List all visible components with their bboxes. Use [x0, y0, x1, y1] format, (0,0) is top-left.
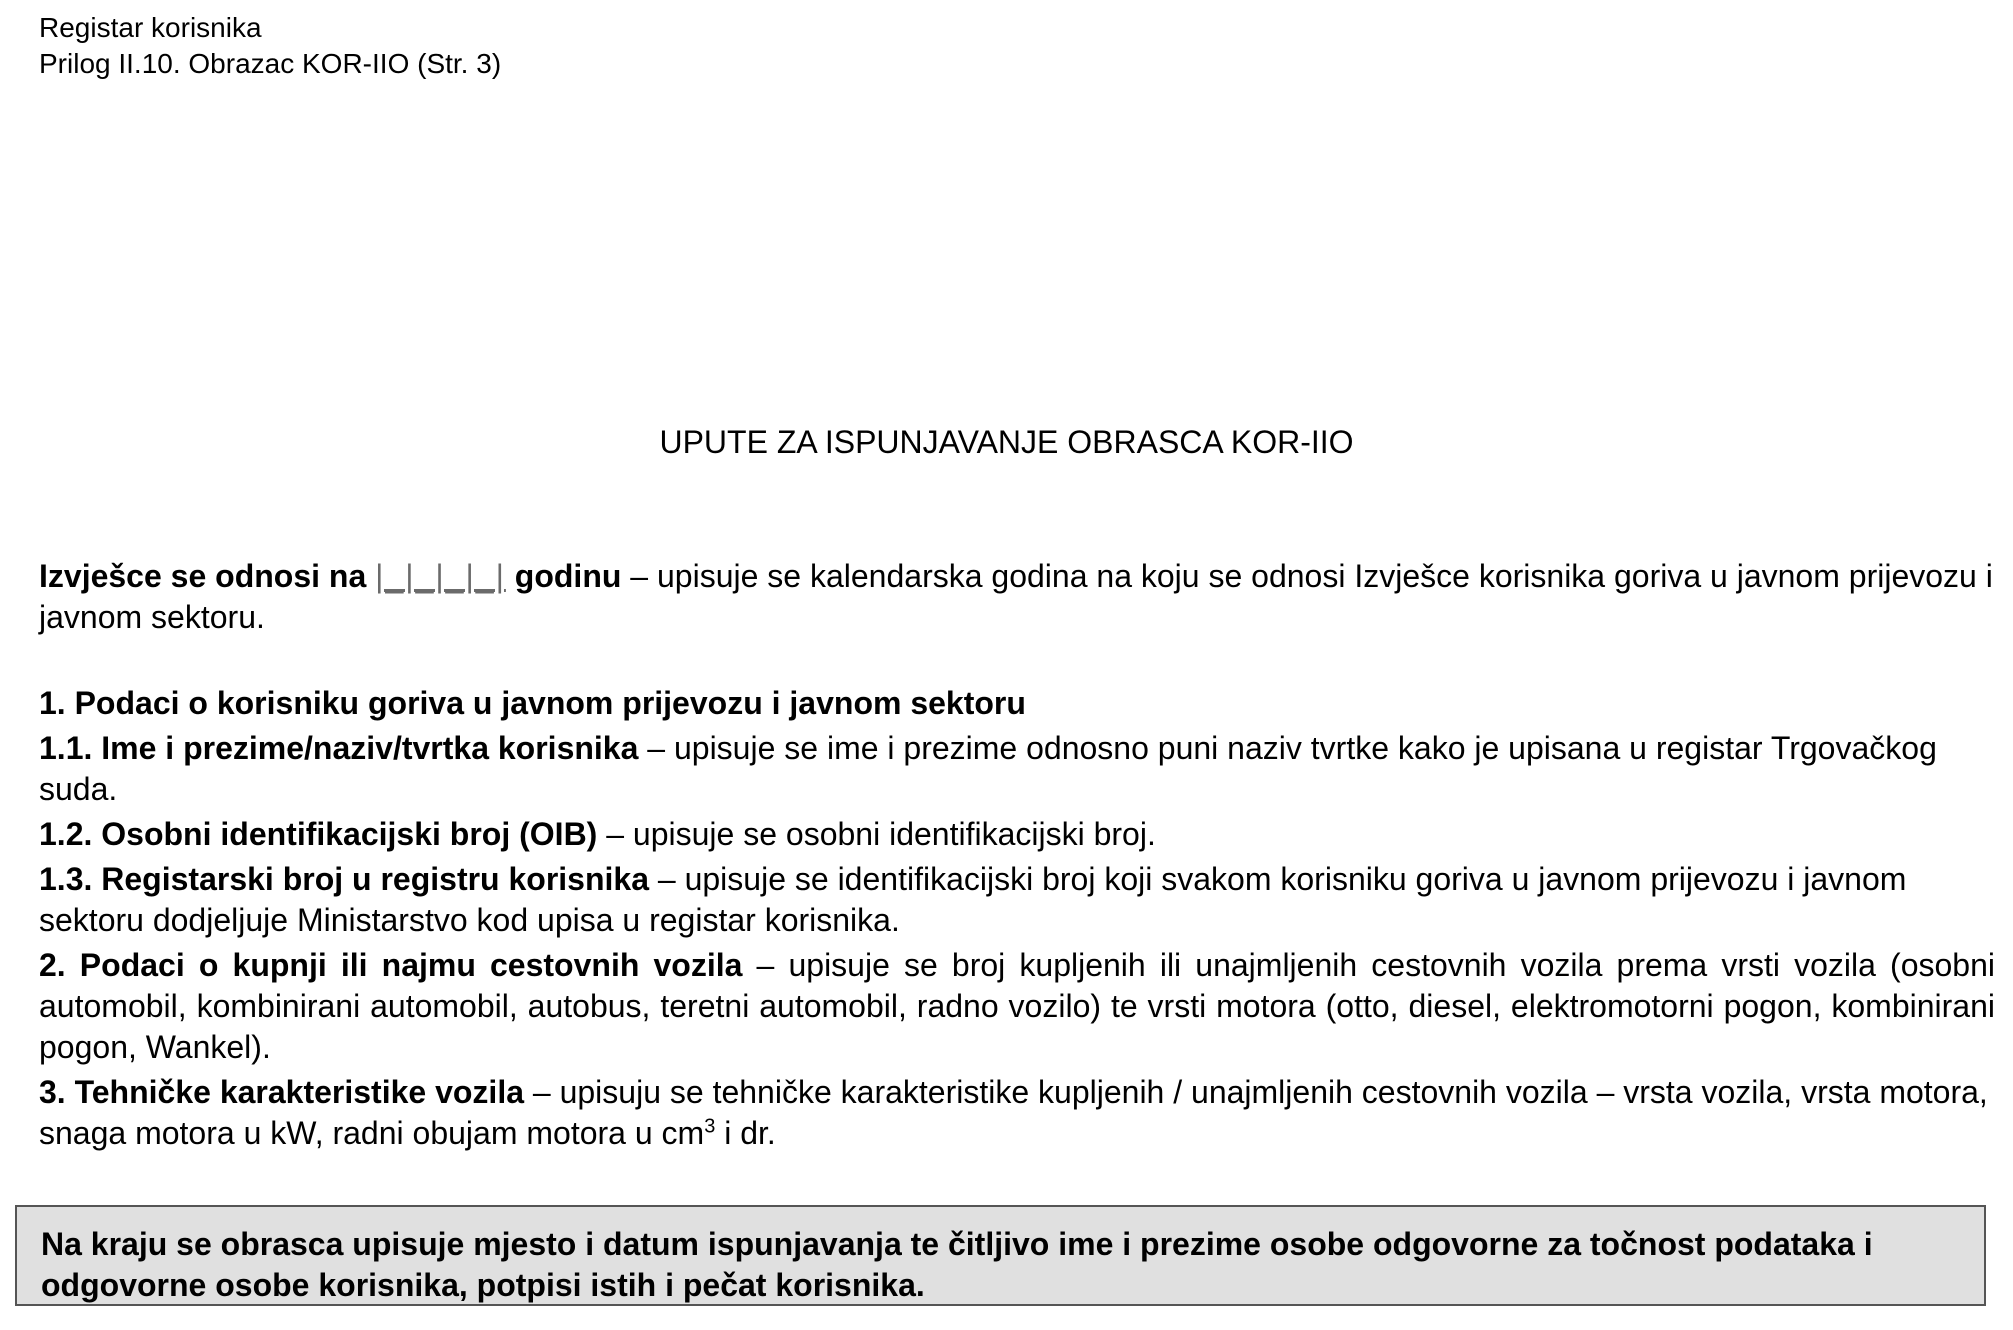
header-form-reference: Prilog II.10. Obrazac KOR-IIO (Str. 3)	[39, 48, 502, 79]
item-1-2	[39, 814, 1995, 855]
item-1-1	[39, 728, 1995, 810]
item-label: 1.1. Ime i prezime/naziv/tvrtka korisnika	[39, 730, 639, 766]
intro-text: – upisuje se kalendarska godina na koju se odnosi Izvješce korisnika goriva u javnom prijevozu i javnom sektoru.	[39, 558, 1993, 635]
page-title: UPUTE ZA ISPUNJAVANJE OBRASCA KOR-IIO	[659, 424, 1354, 460]
instructions-body	[39, 556, 1995, 1158]
item-label: 2. Podaci o kupnji ili najmu cestovnih vozila	[39, 947, 743, 983]
intro-bold-start: Izvješce se odnosi na	[39, 558, 367, 594]
item-label: 1.3. Registarski broj u registru korisnika	[39, 861, 649, 897]
superscript: 3	[704, 1115, 716, 1138]
year-box: |_|_|_|_|	[375, 558, 506, 594]
item-3	[39, 1072, 1995, 1154]
intro-bold-end: godinu	[514, 558, 622, 594]
item-text: – upisuje se identifikacijski broj koji svakom korisniku goriva u javnom prijevozu i javnom sektoru dodjeljuje Ministarstvo kod upisa u registar korisnika.	[39, 861, 1907, 938]
header-register: Registar korisnika	[39, 12, 262, 43]
item-text: – upisuje se broj kupljenih ili unajmljenih cestovnih vozila prema vrsti vozila (osobni automobil, kombinirani automobil, autobus, teretni automobil, radno vozilo) te vrsti motora (otto, diesel, elektromotorni pogon, kombinirani pogon, Wankel).	[39, 947, 1996, 1065]
item-text: – upisuju se tehničke karakteristike kupljenih / unajmljenih cestovnih vozila – vrsta vozila, vrsta motora, snaga motora u kW, radni obujam motora u cm	[39, 1074, 1988, 1151]
section1-heading	[39, 683, 1995, 724]
item-text: – upisuje se osobni identifikacijski broj.	[597, 816, 1156, 852]
signature-note-box: Na kraju se obrasca upisuje mjesto i datum ispunjavanja te čitljivo ime i prezime osobe odgovorne za točnost podataka i odgovorne osobe korisnika, potpisi istih i pečat korisnika.	[15, 1205, 1986, 1306]
item-label: 3. Tehničke karakteristike vozila	[39, 1074, 524, 1110]
section1-heading-text: 1. Podaci o korisniku goriva u javnom prijevozu i javnom sektoru	[39, 685, 1026, 721]
item-1-3	[39, 859, 1995, 941]
item-2	[39, 945, 1995, 1068]
intro-paragraph	[39, 556, 1995, 638]
item-text-end: i dr.	[715, 1115, 776, 1151]
item-label: 1.2. Osobni identifikacijski broj (OIB)	[39, 816, 598, 852]
item-text: – upisuje se ime i prezime odnosno puni naziv tvrtke kako je upisana u registar Trgovačkog suda.	[39, 730, 1937, 807]
